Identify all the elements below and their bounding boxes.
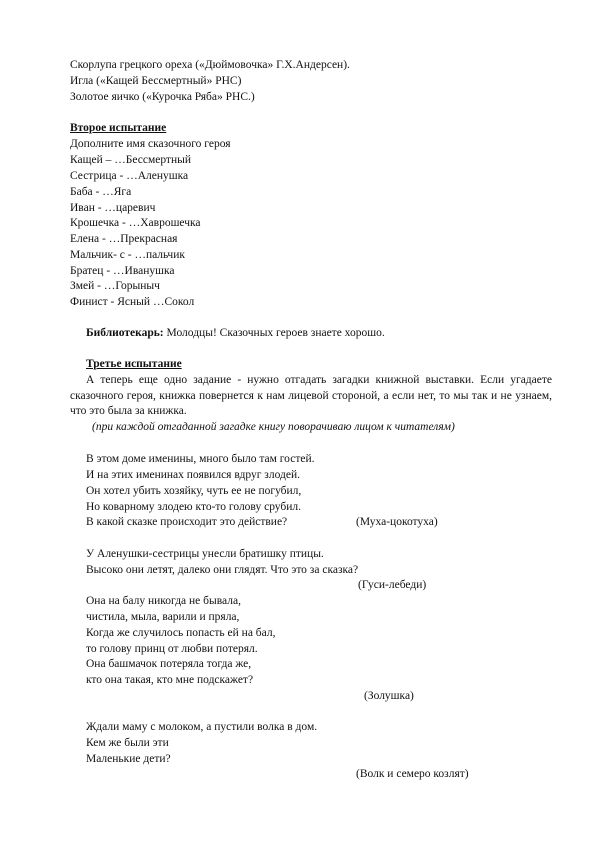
riddle-line: кто она такая, кто мне подскажет? xyxy=(86,674,254,686)
riddle-line: Когда же случилось попасть ей на бал, xyxy=(86,627,276,639)
riddle-line: Ждали маму с молоком, а пустили волка в дом. xyxy=(86,721,318,733)
third-test-heading: Третье испытание xyxy=(86,358,182,370)
riddle-answer: (Гуси-лебеди) xyxy=(358,579,427,591)
hero-item: Елена - …Прекрасная xyxy=(70,233,178,245)
hero-item: Крошечка - …Хаврошечка xyxy=(70,217,201,229)
riddle-line: чистила, мыла, варили и пряла, xyxy=(86,611,240,623)
riddle-line: Она на балу никогда не бывала, xyxy=(86,595,241,607)
hero-item: Баба - …Яга xyxy=(70,186,132,198)
riddle-line: В какой сказке происходит это действие? xyxy=(86,516,288,528)
hero-item: Финист - Ясный …Сокол xyxy=(70,296,195,308)
riddle-line: Она башмачок потеряла тогда же, xyxy=(86,658,252,670)
riddle-line: то голову принц от любви потерял. xyxy=(86,643,258,655)
riddle-line: Высоко они летят, далеко они глядят. Что это за сказка? xyxy=(86,564,359,576)
intro-line-golden-egg: Золотое яичко («Курочка Ряба» РНС.) xyxy=(70,91,255,103)
hero-item: Иван - …царевич xyxy=(70,202,156,214)
hero-item: Сестрица - …Аленушка xyxy=(70,170,189,182)
librarian-remark xyxy=(86,326,385,340)
riddle-line: И на этих именинах появился вдруг злодей. xyxy=(86,469,300,481)
riddle-answer: (Золушка) xyxy=(364,690,414,702)
hero-item: Мальчик- с - …пальчик xyxy=(70,249,185,261)
hero-item: Змей - …Горыныч xyxy=(70,280,160,292)
riddle-line: Но коварному злодею кто-то голову срубил. xyxy=(86,501,302,513)
second-test-instruction: Дополните имя сказочного героя xyxy=(70,138,231,150)
riddle-line: Маленькие дети? xyxy=(86,753,171,765)
hero-item: Братец - …Иванушка xyxy=(70,265,175,277)
intro-line-needle: Игла («Кащей Бессмертный» РНС) xyxy=(70,75,242,87)
riddle-line: В этом доме именины, много было там гостей. xyxy=(86,453,315,465)
librarian-text: Молодцы! Сказочных героев знаете хорошо. xyxy=(163,327,385,339)
riddle-answer: (Муха-цокотуха) xyxy=(356,516,438,528)
librarian-speaker: Библиотекарь: xyxy=(86,327,164,339)
riddle-line: Кем же были эти xyxy=(86,737,169,749)
third-test-note: (при каждой отгаданной загадке книгу поворачиваю лицом к читателям) xyxy=(92,421,455,433)
second-test-heading: Второе испытание xyxy=(70,122,167,134)
intro-line-walnut: Скорлупа грецкого ореха («Дюймовочка» Г.Х.Андерсен). xyxy=(70,59,350,71)
riddle-line: Он хотел убить хозяйку, чуть ее не погубил, xyxy=(86,485,302,497)
hero-item: Кащей – …Бессмертный xyxy=(70,154,191,166)
riddle-answer: (Волк и семеро козлят) xyxy=(356,768,469,780)
third-test-paragraph: А теперь еще одно задание - нужно отгадать загадки книжной выставки. Если угадаете сказочного героя, книжка повернется к нам лицевой стороной, а если нет, то мы так и не узнаем, что это была за книжка. xyxy=(70,374,552,417)
riddle-line: У Аленушки-сестрицы унесли братишку птицы. xyxy=(86,548,324,560)
